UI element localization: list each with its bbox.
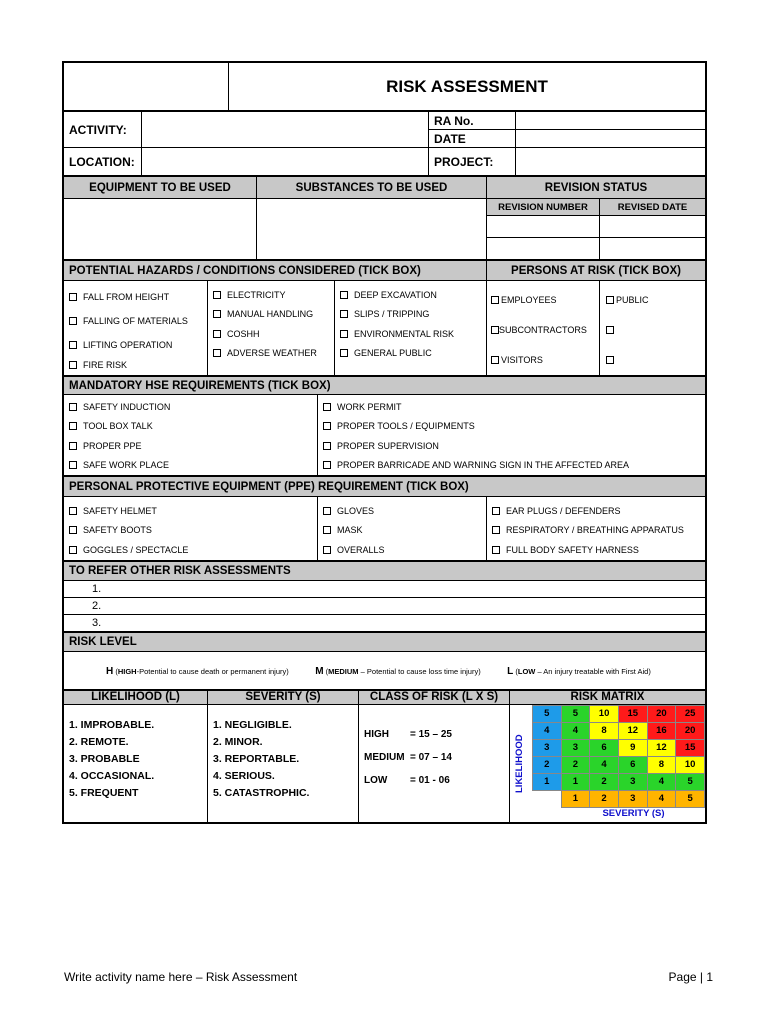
checkbox[interactable] <box>323 442 331 450</box>
revised-date-header: REVISED DATE <box>600 199 706 216</box>
persons-column-2 <box>600 281 706 376</box>
matrix-cell: 4 <box>647 790 676 807</box>
checkbox[interactable] <box>323 507 331 515</box>
option-label: FIRE RISK <box>83 360 128 370</box>
severity-header: SEVERITY (S) <box>208 690 359 704</box>
checkbox[interactable] <box>69 507 77 515</box>
risk-level-header: RISK LEVEL <box>64 632 706 651</box>
matrix-cell: 2 <box>561 756 590 773</box>
likelihood-axis-label: LIKELIHOOD <box>514 733 525 793</box>
matrix-cell: 12 <box>647 739 676 756</box>
refer-item[interactable]: 1. <box>64 580 706 597</box>
ppe-option[interactable] <box>492 501 700 521</box>
hazards-column-3 <box>335 281 487 376</box>
likelihood-item: 4. OCCASIONAL. <box>69 769 155 782</box>
location-label: LOCATION: <box>64 148 142 176</box>
risk-matrix <box>510 704 706 822</box>
risk-level-high: H (HIGH-Potential to cause death or permanent injury) <box>106 666 289 677</box>
option-label: DEEP EXCAVATION <box>354 289 437 300</box>
checkbox[interactable] <box>69 403 77 411</box>
checkbox[interactable] <box>492 546 500 554</box>
checkbox[interactable] <box>69 422 77 430</box>
activity-label: ACTIVITY: <box>64 112 142 148</box>
refer-item[interactable]: 3. <box>64 614 706 631</box>
refer-header: TO REFER OTHER RISK ASSESSMENTS <box>64 561 706 580</box>
matrix-cell: 5 <box>676 790 705 807</box>
ppe-option[interactable] <box>323 501 481 521</box>
matrix-cell: 2 <box>532 756 561 773</box>
hse-option[interactable] <box>69 397 312 417</box>
ppe-option[interactable] <box>69 521 312 541</box>
matrix-cell: 9 <box>618 739 647 756</box>
option-label: GOGGLES / SPECTACLE <box>83 544 189 555</box>
option-label: SAFE WORK PLACE <box>83 460 170 471</box>
matrix-cell: 15 <box>676 739 705 756</box>
hazards-column-1 <box>64 281 208 376</box>
footer-left: Write activity name here – Risk Assessment <box>64 970 298 984</box>
person-option[interactable] <box>606 345 705 375</box>
hse-option[interactable] <box>69 456 312 476</box>
option-label: COSHH <box>227 328 260 339</box>
matrix-header: RISK MATRIX <box>510 690 706 704</box>
hazard-option[interactable] <box>69 357 202 373</box>
person-option[interactable] <box>606 315 705 345</box>
logo-box[interactable] <box>64 63 229 111</box>
checkbox[interactable] <box>606 356 614 364</box>
revised-date-cell[interactable] <box>600 238 706 260</box>
checkbox[interactable] <box>69 461 77 469</box>
matrix-cell: 20 <box>676 722 705 739</box>
refer-item[interactable]: 2. <box>64 597 706 614</box>
title-table <box>63 62 706 111</box>
person-option[interactable] <box>491 315 599 345</box>
matrix-cell: 4 <box>647 773 676 790</box>
option-label: SAFETY BOOTS <box>83 525 152 536</box>
checkbox[interactable] <box>213 310 221 318</box>
option-label: TOOL BOX TALK <box>83 421 153 432</box>
matrix-cell: 3 <box>561 739 590 756</box>
risk-level-legend <box>64 651 706 689</box>
checkbox[interactable] <box>492 507 500 515</box>
hazard-option[interactable] <box>340 305 481 325</box>
person-option[interactable] <box>491 345 599 375</box>
ppe-option[interactable] <box>492 540 700 560</box>
refer-table <box>63 561 706 632</box>
hse-option[interactable] <box>323 456 700 476</box>
matrix-cell: 1 <box>561 790 590 807</box>
class-item: MEDIUM = 07 – 14 <box>364 751 452 763</box>
matrix-cell: 8 <box>647 756 676 773</box>
matrix-cell: 6 <box>618 756 647 773</box>
project-field[interactable] <box>516 148 706 176</box>
option-label: PROPER SUPERVISION <box>337 440 439 451</box>
option-label: EAR PLUGS / DEFENDERS <box>506 505 621 516</box>
substances-field[interactable] <box>257 199 487 260</box>
matrix-grid <box>532 705 705 808</box>
hse-option[interactable] <box>323 436 700 456</box>
ra-no-label: RA No. <box>429 112 516 130</box>
matrix-y-axis <box>510 705 532 808</box>
hazard-option[interactable] <box>340 324 481 344</box>
matrix-cell: 3 <box>618 773 647 790</box>
hse-option[interactable] <box>69 436 312 456</box>
ppe-column-3 <box>487 497 706 561</box>
class-item: LOW = 01 - 06 <box>364 774 450 786</box>
option-label: LIFTING OPERATION <box>83 340 173 350</box>
checkbox[interactable] <box>606 326 614 334</box>
option-label: MANUAL HANDLING <box>227 309 314 320</box>
hazard-option[interactable] <box>213 305 329 325</box>
class-list <box>359 704 510 822</box>
ppe-column-2 <box>318 497 487 561</box>
hse-option[interactable] <box>323 417 700 437</box>
checkbox[interactable] <box>340 330 348 338</box>
ppe-option[interactable] <box>69 540 312 560</box>
hse-option[interactable] <box>323 397 700 417</box>
matrix-cell: 4 <box>532 722 561 739</box>
hazard-option[interactable] <box>213 324 329 344</box>
risk-level-low: L (LOW – An injury treatable with First Aid) <box>507 666 651 677</box>
date-field[interactable] <box>516 130 706 148</box>
option-label: PUBLIC <box>616 295 649 305</box>
hse-column-1 <box>64 395 318 476</box>
revision-number-cell[interactable] <box>487 216 600 238</box>
project-label: PROJECT: <box>429 148 516 176</box>
footer-page-number: Page | 1 <box>668 970 713 984</box>
option-label: FULL BODY SAFETY HARNESS <box>506 544 639 555</box>
severity-item: 3. REPORTABLE. <box>213 752 300 765</box>
checkbox[interactable] <box>606 296 614 304</box>
matrix-cell: 4 <box>590 756 619 773</box>
matrix-cell: 2 <box>590 773 619 790</box>
option-label: PROPER PPE <box>83 440 142 451</box>
matrix-cell: 4 <box>561 722 590 739</box>
hazard-option[interactable] <box>340 285 481 305</box>
risk-level-medium: M (MEDIUM – Potential to cause loss time injury) <box>315 666 481 677</box>
ppe-column-1 <box>64 497 318 561</box>
matrix-cell: 1 <box>532 773 561 790</box>
persons-column-1 <box>487 281 600 376</box>
option-label: OVERALLS <box>337 544 385 555</box>
option-label: MASK <box>337 525 363 536</box>
hazard-option[interactable] <box>340 344 481 364</box>
person-option[interactable] <box>491 285 599 315</box>
option-label: FALLING OF MATERIALS <box>83 316 188 326</box>
checkbox[interactable] <box>69 526 77 534</box>
matrix-cell: 16 <box>647 722 676 739</box>
risk-assessment-form <box>62 61 707 824</box>
risk-matrix-table <box>63 690 706 823</box>
likelihood-item: 5. FREQUENT <box>69 786 139 799</box>
matrix-cell: 12 <box>618 722 647 739</box>
hazard-option[interactable] <box>213 344 329 364</box>
equipment-field[interactable] <box>64 199 257 260</box>
checkbox[interactable] <box>213 349 221 357</box>
substances-header: SUBSTANCES TO BE USED <box>257 177 487 199</box>
matrix-cell: 3 <box>532 739 561 756</box>
risk-level-table <box>63 632 706 690</box>
checkbox[interactable] <box>323 461 331 469</box>
hazards-header: POTENTIAL HAZARDS / CONDITIONS CONSIDERED (TICK BOX) <box>64 261 487 281</box>
checkbox[interactable] <box>491 356 499 364</box>
option-label: SLIPS / TRIPPING <box>354 309 430 320</box>
matrix-cell: 20 <box>647 705 676 722</box>
checkbox[interactable] <box>213 330 221 338</box>
option-label: GLOVES <box>337 505 375 516</box>
likelihood-list <box>64 704 208 822</box>
hazard-option[interactable] <box>69 333 202 357</box>
revision-number-header: REVISION NUMBER <box>487 199 600 216</box>
checkbox[interactable] <box>491 326 499 334</box>
matrix-cell: 15 <box>618 705 647 722</box>
checkbox[interactable] <box>69 293 77 301</box>
ppe-header: PERSONAL PROTECTIVE EQUIPMENT (PPE) REQUIREMENT (TICK BOX) <box>64 477 706 497</box>
matrix-cell: 1 <box>561 773 590 790</box>
option-label: ENVIRONMENTAL RISK <box>354 328 455 339</box>
severity-list <box>208 704 359 822</box>
severity-item: 4. SERIOUS. <box>213 769 275 782</box>
checkbox[interactable] <box>69 546 77 554</box>
matrix-cell: 25 <box>676 705 705 722</box>
hazard-option[interactable] <box>69 309 202 333</box>
option-label: VISITORS <box>501 355 543 365</box>
checkbox[interactable] <box>492 526 500 534</box>
likelihood-item: 1. IMPROBABLE. <box>69 718 155 731</box>
hazard-option[interactable] <box>69 285 202 309</box>
severity-item: 2. MINOR. <box>213 735 263 748</box>
class-header: CLASS OF RISK (L X S) <box>359 690 510 704</box>
severity-item: 1. NEGLIGIBLE. <box>213 718 292 731</box>
matrix-cell: 5 <box>532 705 561 722</box>
likelihood-item: 3. PROBABLE <box>69 752 140 765</box>
class-item: HIGH = 15 – 25 <box>364 728 452 740</box>
hazards-column-2 <box>208 281 335 376</box>
checkbox[interactable] <box>69 341 77 349</box>
option-label: PROPER BARRICADE AND WARNING SIGN IN THE AFFECTED AREA <box>337 460 630 471</box>
option-label: FALL FROM HEIGHT <box>83 292 170 302</box>
matrix-cell: 10 <box>676 756 705 773</box>
option-label: ELECTRICITY <box>227 289 286 300</box>
hse-table <box>63 376 706 476</box>
checkbox[interactable] <box>323 403 331 411</box>
page-title: RISK ASSESSMENT <box>229 63 706 111</box>
persons-header: PERSONS AT RISK (TICK BOX) <box>487 261 706 281</box>
option-label: GENERAL PUBLIC <box>354 348 432 359</box>
checkbox[interactable] <box>323 526 331 534</box>
equipment-header: EQUIPMENT TO BE USED <box>64 177 257 199</box>
matrix-corner <box>532 790 561 807</box>
option-label: RESPIRATORY / BREATHING APPARATUS <box>506 525 684 536</box>
checkbox[interactable] <box>213 291 221 299</box>
option-label: SAFETY INDUCTION <box>83 401 171 412</box>
hazards-table <box>63 260 706 376</box>
checkbox[interactable] <box>69 317 77 325</box>
matrix-cell: 6 <box>590 739 619 756</box>
revision-number-cell[interactable] <box>487 238 600 260</box>
ppe-option[interactable] <box>492 521 700 541</box>
hse-column-2 <box>318 395 706 476</box>
matrix-cell: 8 <box>590 722 619 739</box>
date-label: DATE <box>429 130 516 148</box>
ppe-option[interactable] <box>69 501 312 521</box>
option-label: WORK PERMIT <box>337 401 402 412</box>
revision-header: REVISION STATUS <box>487 177 706 199</box>
person-option[interactable] <box>606 285 705 315</box>
checkbox[interactable] <box>323 546 331 554</box>
matrix-cell: 10 <box>590 705 619 722</box>
matrix-cell: 5 <box>676 773 705 790</box>
matrix-cell: 3 <box>618 790 647 807</box>
severity-axis-label: SEVERITY (S) <box>602 807 665 819</box>
ppe-option[interactable] <box>323 521 481 541</box>
option-label: EMPLOYEES <box>501 295 557 305</box>
checkbox[interactable] <box>323 422 331 430</box>
activity-table <box>63 111 706 176</box>
revised-date-cell[interactable] <box>600 216 706 238</box>
severity-item: 5. CATASTROPHIC. <box>213 786 310 799</box>
option-label: SAFETY HELMET <box>83 505 157 516</box>
hse-option[interactable] <box>69 417 312 437</box>
likelihood-header: LIKELIHOOD (L) <box>64 690 208 704</box>
option-label: PROPER TOOLS / EQUIPMENTS <box>337 421 475 432</box>
activity-field[interactable] <box>142 112 429 148</box>
option-label: SUBCONTRACTORS <box>499 325 587 335</box>
hse-header: MANDATORY HSE REQUIREMENTS (TICK BOX) <box>64 377 706 395</box>
checkbox[interactable] <box>340 349 348 357</box>
checkbox[interactable] <box>340 310 348 318</box>
ppe-option[interactable] <box>323 540 481 560</box>
matrix-cell: 5 <box>561 705 590 722</box>
matrix-cell: 2 <box>590 790 619 807</box>
ppe-table <box>63 476 706 561</box>
option-label: ADVERSE WEATHER <box>227 348 317 359</box>
likelihood-item: 2. REMOTE. <box>69 735 129 748</box>
checkbox[interactable] <box>340 291 348 299</box>
checkbox[interactable] <box>69 361 77 369</box>
location-field[interactable] <box>142 148 429 176</box>
checkbox[interactable] <box>491 296 499 304</box>
checkbox[interactable] <box>69 442 77 450</box>
hazard-option[interactable] <box>213 285 329 305</box>
ra-no-field[interactable] <box>516 112 706 130</box>
equipment-table <box>63 176 706 260</box>
